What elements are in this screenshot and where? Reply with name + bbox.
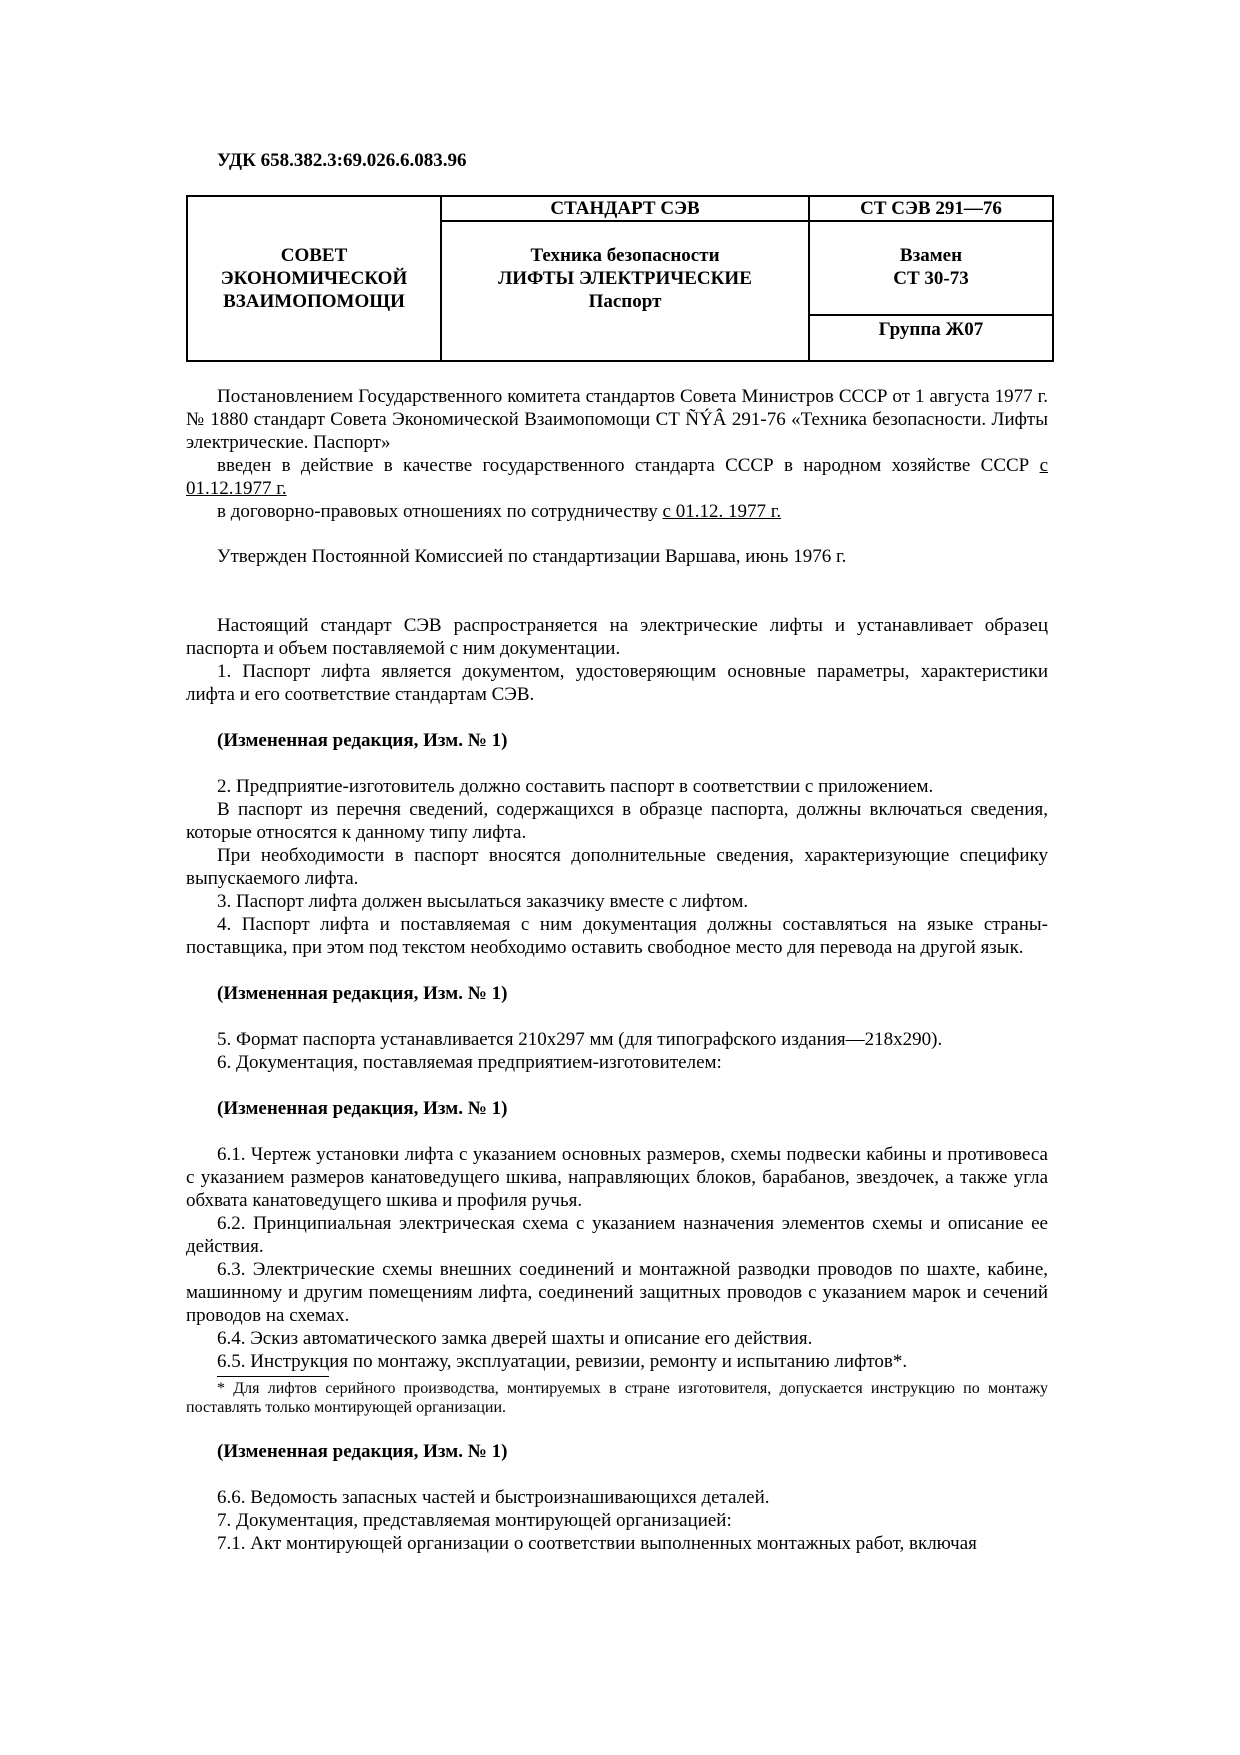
intro-block — [186, 385, 1048, 523]
section-7-1: 7.1. Акт монтирующей организации о соответствии выполненных монтажных работ, включая — [217, 1533, 977, 1554]
section-6-5: 6.5. Инструкция по монтажу, эксплуатации, ревизии, ремонту и испытанию лифтов*. — [217, 1351, 908, 1372]
footnote: * Для лифтов серийного производства, монтируемых в стране изготовителя, допускается инструкцию по монтажу поставлять только монтирующей организации. — [186, 1380, 1048, 1416]
group-code: Группа Ж07 — [809, 315, 1053, 361]
section-6-1: 6.1. Чертеж установки лифта с указанием основных размеров, схемы подвески кабины и противовеса с указанием размеров канатоведущего шкива, направляющих блоков, барабанов, звездочек, а также угла обхвата канатоведущего шкива и профиля ручья. — [186, 1144, 1048, 1211]
section-3: 3. Паспорт лифта должен высылаться заказчику вместе с лифтом. — [217, 891, 749, 912]
scope-paragraph: Настоящий стандарт СЭВ распространяется на электрические лифты и устанавливает образец паспорта и объем поставляемой с ним документации. — [186, 615, 1048, 659]
replaces-line1: Взамен — [899, 245, 963, 266]
effective-date-ussr: с 01.12.1977 г. — [186, 455, 1048, 499]
section-6-2: 6.2. Принципиальная электрическая схема с указанием назначения элементов схемы и описание ее действия. — [186, 1213, 1048, 1257]
section-6-6: 6.6. Ведомость запасных частей и быстроизнашивающихся деталей. — [217, 1487, 770, 1508]
effective-date-contract: с 01.12. 1977 г. — [662, 501, 782, 522]
udk-code: УДК 658.382.3:69.026.6.083.96 — [217, 150, 467, 171]
section-6: 6. Документация, поставляемая предприятием-изготовителем: — [217, 1052, 722, 1073]
section-6-3: 6.3. Электрические схемы внешних соединений и монтажной разводки проводов по шахте, кабине, машинному и другим помещениям лифта, соединений защитных проводов с указанием марок и сечений проводов на схемах. — [186, 1259, 1048, 1326]
title-line1: Техника безопасности — [530, 245, 720, 266]
section-5: 5. Формат паспорта устанавливается 210х297 мм (для типографского издания—218х290). — [217, 1029, 943, 1050]
amendment-note: (Измененная редакция, Изм. № 1) — [217, 730, 508, 751]
section-2-para-b: В паспорт из перечня сведений, содержащихся в образце паспорта, должны включаться сведения, которые относятся к данному типу лифта. — [186, 799, 1048, 843]
amendment-note: (Измененная редакция, Изм. № 1) — [217, 1441, 508, 1462]
standard-title-cell — [441, 221, 809, 361]
intro-effective-ussr: введен в действие в качестве государственного стандарта СССР в народном хозяйстве СССР с 01.12.1977 г. — [186, 455, 1048, 499]
standard-code: СТ СЭВ 291—76 — [809, 196, 1053, 221]
replaces-line2: СТ 30-73 — [893, 268, 969, 289]
footnote-separator — [217, 1376, 329, 1377]
intro-decree: Постановлением Государственного комитета стандартов Совета Министров СССР от 1 августа 1977 г. № 1880 стандарт Совета Экономической Взаимопомощи СТ ÑÝÂ 291-76 «Техника безопасности. Лифты электрические. Паспорт» — [186, 386, 1048, 453]
standard-text — [186, 614, 1048, 1555]
amendment-note: (Измененная редакция, Изм. № 1) — [217, 1098, 508, 1119]
section-2-para-c: При необходимости в паспорт вносятся дополнительные сведения, характеризующие специфику выпускаемого лифта. — [186, 845, 1048, 889]
standard-label: СТАНДАРТ СЭВ — [441, 196, 809, 221]
section-1: 1. Паспорт лифта является документом, удостоверяющим основные параметры, характеристики лифта и его соответствие стандартам СЭВ. — [186, 661, 1048, 705]
council-name-line1: СОВЕТ — [280, 245, 348, 266]
section-4: 4. Паспорт лифта и поставляемая с ним документация должны составляться на языке страны-поставщика, при этом под текстом необходимо оставить свободное место для перевода на другой язык. — [186, 914, 1048, 958]
council-name-line3: ВЗАИМОПОМОЩИ — [223, 291, 405, 312]
title-line2: ЛИФТЫ ЭЛЕКТРИЧЕСКИЕ — [498, 268, 752, 289]
council-name-line2: ЭКОНОМИЧЕСКОЙ — [220, 268, 408, 289]
approval-line — [186, 545, 1048, 568]
section-6-4: 6.4. Эскиз автоматического замка дверей шахты и описание его действия. — [217, 1328, 813, 1349]
standard-header-table — [186, 195, 1054, 362]
approved-text: Утвержден Постоянной Комиссией по стандартизации Варшава, июнь 1976 г. — [217, 546, 847, 567]
intro-effective-contract: в договорно-правовых отношениях по сотрудничеству с 01.12. 1977 г. — [217, 501, 782, 522]
section-2: 2. Предприятие-изготовитель должно составить паспорт в соответствии с приложением. — [217, 776, 934, 797]
council-name-cell — [187, 196, 441, 361]
amendment-note: (Измененная редакция, Изм. № 1) — [217, 983, 508, 1004]
section-7: 7. Документация, представляемая монтирующей организацией: — [217, 1510, 732, 1531]
title-line3: Паспорт — [588, 291, 662, 312]
replaces-cell — [809, 221, 1053, 315]
